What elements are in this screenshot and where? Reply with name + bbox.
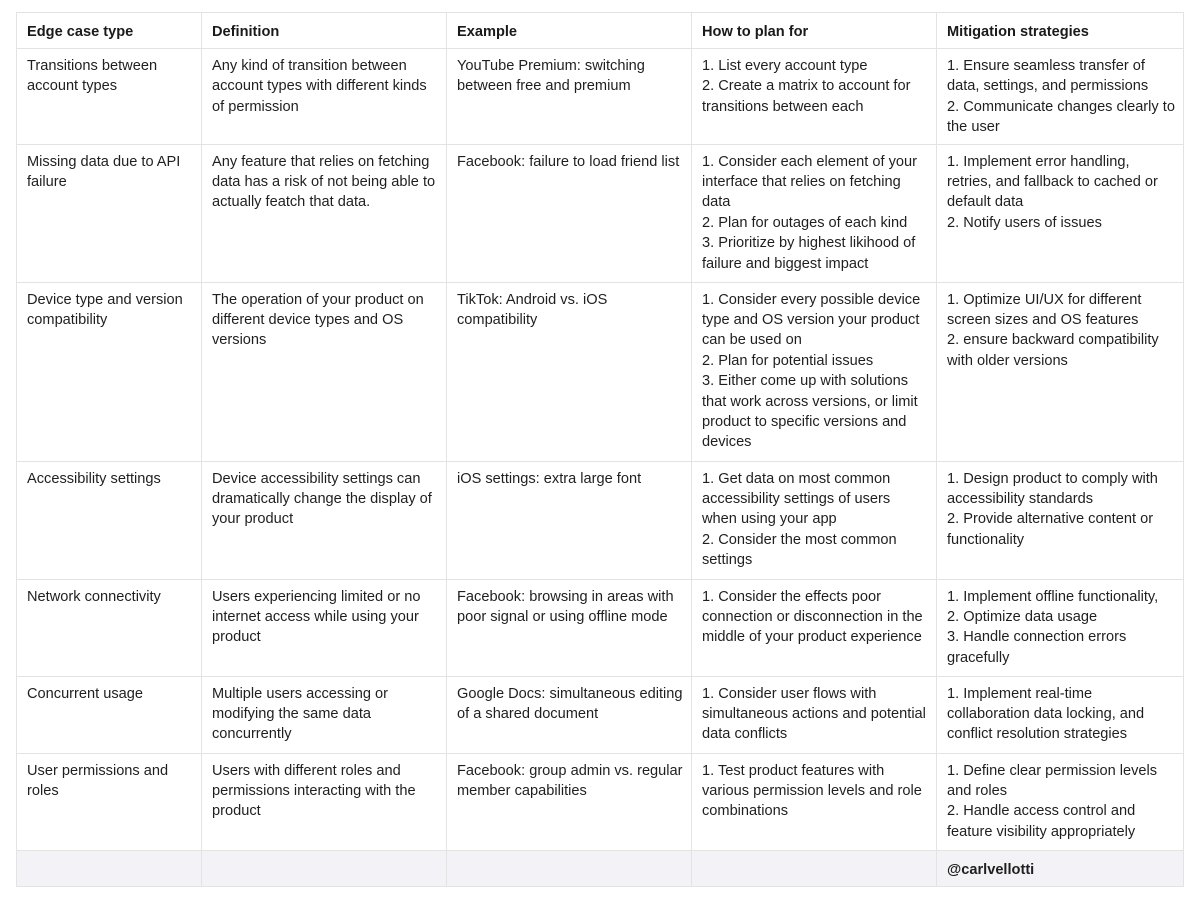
- mitigation-step: 2. Notify users of issues: [947, 214, 1102, 231]
- definition-cell: Any feature that relies on fetching data has a risk of not being able to actually featch that data.: [202, 144, 447, 282]
- plan-cell: [692, 753, 937, 850]
- mitigation-cell: [937, 753, 1184, 850]
- mitigation-step: 1. Design product to comply with accessibility standards: [947, 470, 1158, 508]
- plan-step: 3. Either come up with solutions that work across versions, or limit product to specific versions and devices: [702, 373, 918, 451]
- mitigation-cell: [937, 49, 1184, 145]
- mitigation-step: 1. Implement real-time collaboration data locking, and conflict resolution strategies: [947, 685, 1145, 743]
- table-row: [17, 282, 1184, 461]
- plan-step: 1. Test product features with various permission levels and role combinations: [702, 762, 922, 820]
- plan-cell: [692, 461, 937, 579]
- example-cell: Facebook: group admin vs. regular member capabilities: [447, 753, 692, 850]
- mitigation-step: 1. Implement offline functionality,: [947, 588, 1159, 605]
- footer-cell: [17, 850, 202, 886]
- table-row: [17, 579, 1184, 676]
- mitigation-cell: [937, 676, 1184, 753]
- plan-cell: [692, 282, 937, 461]
- mitigation-step: 2. Provide alternative content or functionality: [947, 511, 1154, 548]
- edge-case-table: [16, 12, 1184, 887]
- header-how-to-plan-for: How to plan for: [692, 13, 937, 49]
- mitigation-step: 2. Optimize data usage: [947, 609, 1098, 626]
- definition-cell: Any kind of transition between account types with different kinds of permission: [202, 49, 447, 145]
- mitigation-step: 2. Handle access control and feature visibility appropriately: [947, 803, 1136, 840]
- mitigation-cell: [937, 282, 1184, 461]
- example-cell: iOS settings: extra large font: [447, 461, 692, 579]
- edge-case-type-cell: User permissions and roles: [17, 753, 202, 850]
- example-cell: YouTube Premium: switching between free and premium: [447, 49, 692, 145]
- footer-cell: [202, 850, 447, 886]
- plan-cell: [692, 579, 937, 676]
- plan-step: 2. Plan for potential issues: [702, 352, 874, 369]
- table-row: [17, 461, 1184, 579]
- plan-step: 2. Create a matrix to account for transitions between each: [702, 78, 911, 115]
- definition-cell: The operation of your product on different device types and OS versions: [202, 282, 447, 461]
- plan-step: 1. Consider user flows with simultaneous actions and potential data conflicts: [702, 685, 926, 743]
- footer-cell: [692, 850, 937, 886]
- footer-cell: [447, 850, 692, 886]
- header-definition: Definition: [202, 13, 447, 49]
- plan-step: 1. Consider each element of your interface that relies on fetching data: [702, 153, 917, 211]
- plan-step: 2. Consider the most common settings: [702, 531, 897, 569]
- edge-case-type-cell: Transitions between account types: [17, 49, 202, 145]
- plan-cell: [692, 49, 937, 145]
- plan-step: 1. Consider every possible device type and OS version your product can be used on: [702, 291, 921, 349]
- mitigation-step: 1. Define clear permission levels and roles: [947, 762, 1158, 800]
- edge-case-type-cell: Network connectivity: [17, 579, 202, 676]
- mitigation-step: 1. Optimize UI/UX for different screen sizes and OS features: [947, 291, 1142, 329]
- mitigation-step: 1. Ensure seamless transfer of data, settings, and permissions: [947, 58, 1149, 95]
- definition-cell: Users experiencing limited or no internet access while using your product: [202, 579, 447, 676]
- plan-cell: [692, 144, 937, 282]
- plan-step: 3. Prioritize by highest likihood of failure and biggest impact: [702, 235, 916, 272]
- mitigation-step: 2. Communicate changes clearly to the user: [947, 98, 1175, 136]
- table-row: [17, 144, 1184, 282]
- edge-case-type-cell: Missing data due to API failure: [17, 144, 202, 282]
- table-row: [17, 49, 1184, 145]
- definition-cell: Device accessibility settings can dramatically change the display of your product: [202, 461, 447, 579]
- example-cell: TikTok: Android vs. iOS compatibility: [447, 282, 692, 461]
- mitigation-cell: [937, 144, 1184, 282]
- table-row: [17, 676, 1184, 753]
- example-cell: Facebook: failure to load friend list: [447, 144, 692, 282]
- edge-case-type-cell: Accessibility settings: [17, 461, 202, 579]
- header-mitigation-strategies: Mitigation strategies: [937, 13, 1184, 49]
- plan-step: 1. List every account type: [702, 58, 868, 74]
- mitigation-cell: [937, 461, 1184, 579]
- author-handle: @carlvellotti: [937, 850, 1184, 886]
- mitigation-step: 2. ensure backward compatibility with older versions: [947, 332, 1159, 369]
- edge-case-type-cell: Concurrent usage: [17, 676, 202, 753]
- example-cell: Facebook: browsing in areas with poor signal or using offline mode: [447, 579, 692, 676]
- definition-cell: Users with different roles and permissions interacting with the product: [202, 753, 447, 850]
- example-cell: Google Docs: simultaneous editing of a shared document: [447, 676, 692, 753]
- table-row: [17, 753, 1184, 850]
- header-example: Example: [447, 13, 692, 49]
- footer-row: [17, 850, 1184, 886]
- mitigation-step: 3. Handle connection errors gracefully: [947, 629, 1127, 666]
- mitigation-step: 1. Implement error handling, retries, and fallback to cached or default data: [947, 153, 1158, 211]
- definition-cell: Multiple users accessing or modifying the same data concurrently: [202, 676, 447, 753]
- header-row: [17, 13, 1184, 49]
- plan-cell: [692, 676, 937, 753]
- plan-step: 1. Get data on most common accessibility settings of users when using your app: [702, 470, 891, 528]
- header-edge-case-type: Edge case type: [17, 13, 202, 49]
- edge-case-type-cell: Device type and version compatibility: [17, 282, 202, 461]
- plan-step: 1. Consider the effects poor connection or disconnection in the middle of your product experience: [702, 588, 923, 646]
- plan-step: 2. Plan for outages of each kind: [702, 214, 908, 231]
- mitigation-cell: [937, 579, 1184, 676]
